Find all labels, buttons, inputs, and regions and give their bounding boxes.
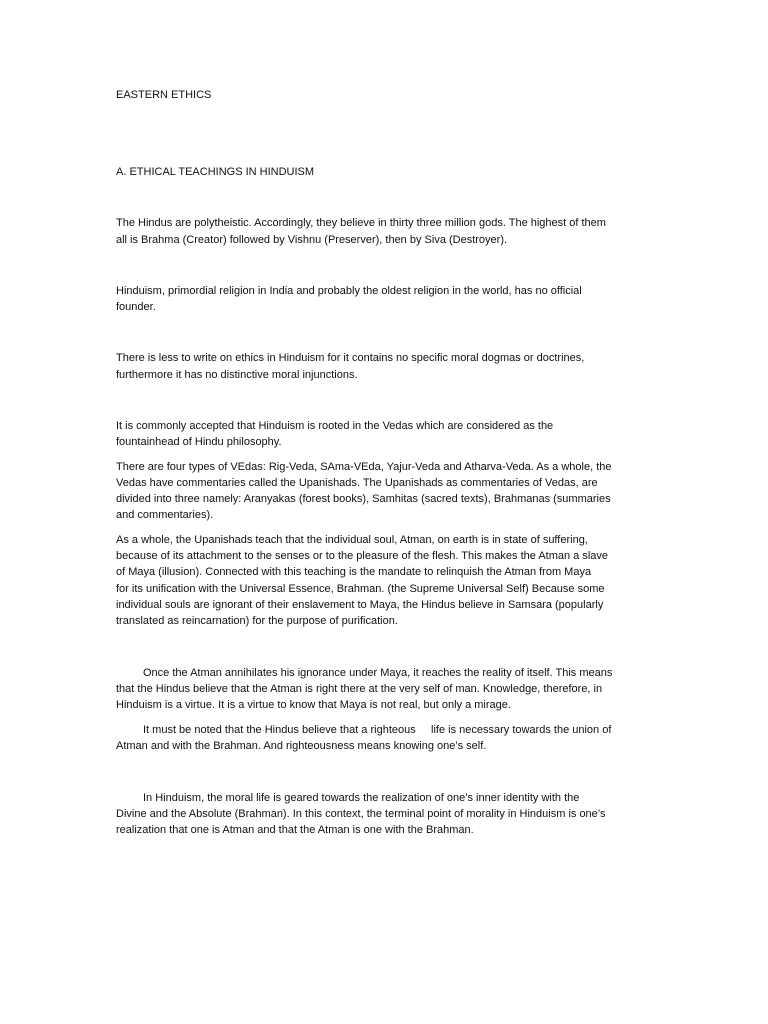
paragraph-line: It is commonly accepted that Hinduism is rooted in the Vedas which are considered as the xyxy=(116,420,554,432)
paragraph-line: Divine and the Absolute (Brahman). In this context, the terminal point of morality in Hinduism is one’s xyxy=(116,808,606,820)
paragraph-line: and commentaries). xyxy=(116,509,214,521)
paragraph-line: of Maya (illusion). Connected with this teaching is the mandate to relinquish the Atman from Maya xyxy=(116,566,592,578)
paragraph-line: Atman and with the Brahman. And righteousness means knowing one’s self. xyxy=(116,740,487,752)
paragraph-line: Hinduism is a virtue. It is a virtue to know that Maya is not real, but only a mirage. xyxy=(116,699,511,711)
paragraph-line: realization that one is Atman and that the Atman is one with the Brahman. xyxy=(116,824,474,836)
paragraph-line: all is Brahma (Creator) followed by Vishnu (Preserver), then by Siva (Destroyer). xyxy=(116,234,508,246)
paragraph-line: There are four types of VEdas: Rig-Veda, SAma-VEda, Yajur-Veda and Atharva-Veda. As a whole, the xyxy=(116,461,612,473)
paragraph-line: founder. xyxy=(116,301,156,313)
paragraph-line: furthermore it has no distinctive moral injunctions. xyxy=(116,369,358,381)
paragraph-line: individual souls are ignorant of their enslavement to Maya, the Hindus believe in Samsara (popularly xyxy=(116,599,604,611)
paragraph-line: that the Hindus believe that the Atman is right there at the very self of man. Knowledge, therefore, in xyxy=(116,683,603,695)
paragraph-line: Hinduism, primordial religion in India and probably the oldest religion in the world, has no official xyxy=(116,285,582,297)
paragraph-line: fountainhead of Hindu philosophy. xyxy=(116,436,282,448)
paragraph-line: Once the Atman annihilates his ignorance under Maya, it reaches the reality of itself. This means xyxy=(143,667,613,679)
paragraph-line: The Hindus are polytheistic. Accordingly, they believe in thirty three million gods. The highest of them xyxy=(116,217,606,229)
section-heading: A. ETHICAL TEACHINGS IN HINDUISM xyxy=(116,166,315,178)
document-title: EASTERN ETHICS xyxy=(116,89,212,101)
paragraph-line: because of its attachment to the senses or to the pleasure of the flesh. This makes the Atman a slave xyxy=(116,550,609,562)
paragraph-line: It must be noted that the Hindus believe that a righteous life is necessary towards the union of xyxy=(143,724,612,736)
paragraph-line: There is less to write on ethics in Hinduism for it contains no specific moral dogmas or doctrines, xyxy=(116,352,585,364)
paragraph-line: divided into three namely: Aranyakas (forest books), Samhitas (sacred texts), Brahmanas (summaries xyxy=(116,493,611,505)
paragraph-line: for its unification with the Universal Essence, Brahman. (the Supreme Universal Self) Because some xyxy=(116,583,605,595)
paragraph-line: translated as reincarnation) for the purpose of purification. xyxy=(116,615,398,627)
paragraph-line: In Hinduism, the moral life is geared towards the realization of one’s inner identity with the xyxy=(143,792,580,804)
paragraph-line: As a whole, the Upanishads teach that the individual soul, Atman, on earth is in state of suffering, xyxy=(116,534,588,546)
paragraph-line: Vedas have commentaries called the Upanishads. The Upanishads as commentaries of Vedas, are xyxy=(116,477,598,489)
